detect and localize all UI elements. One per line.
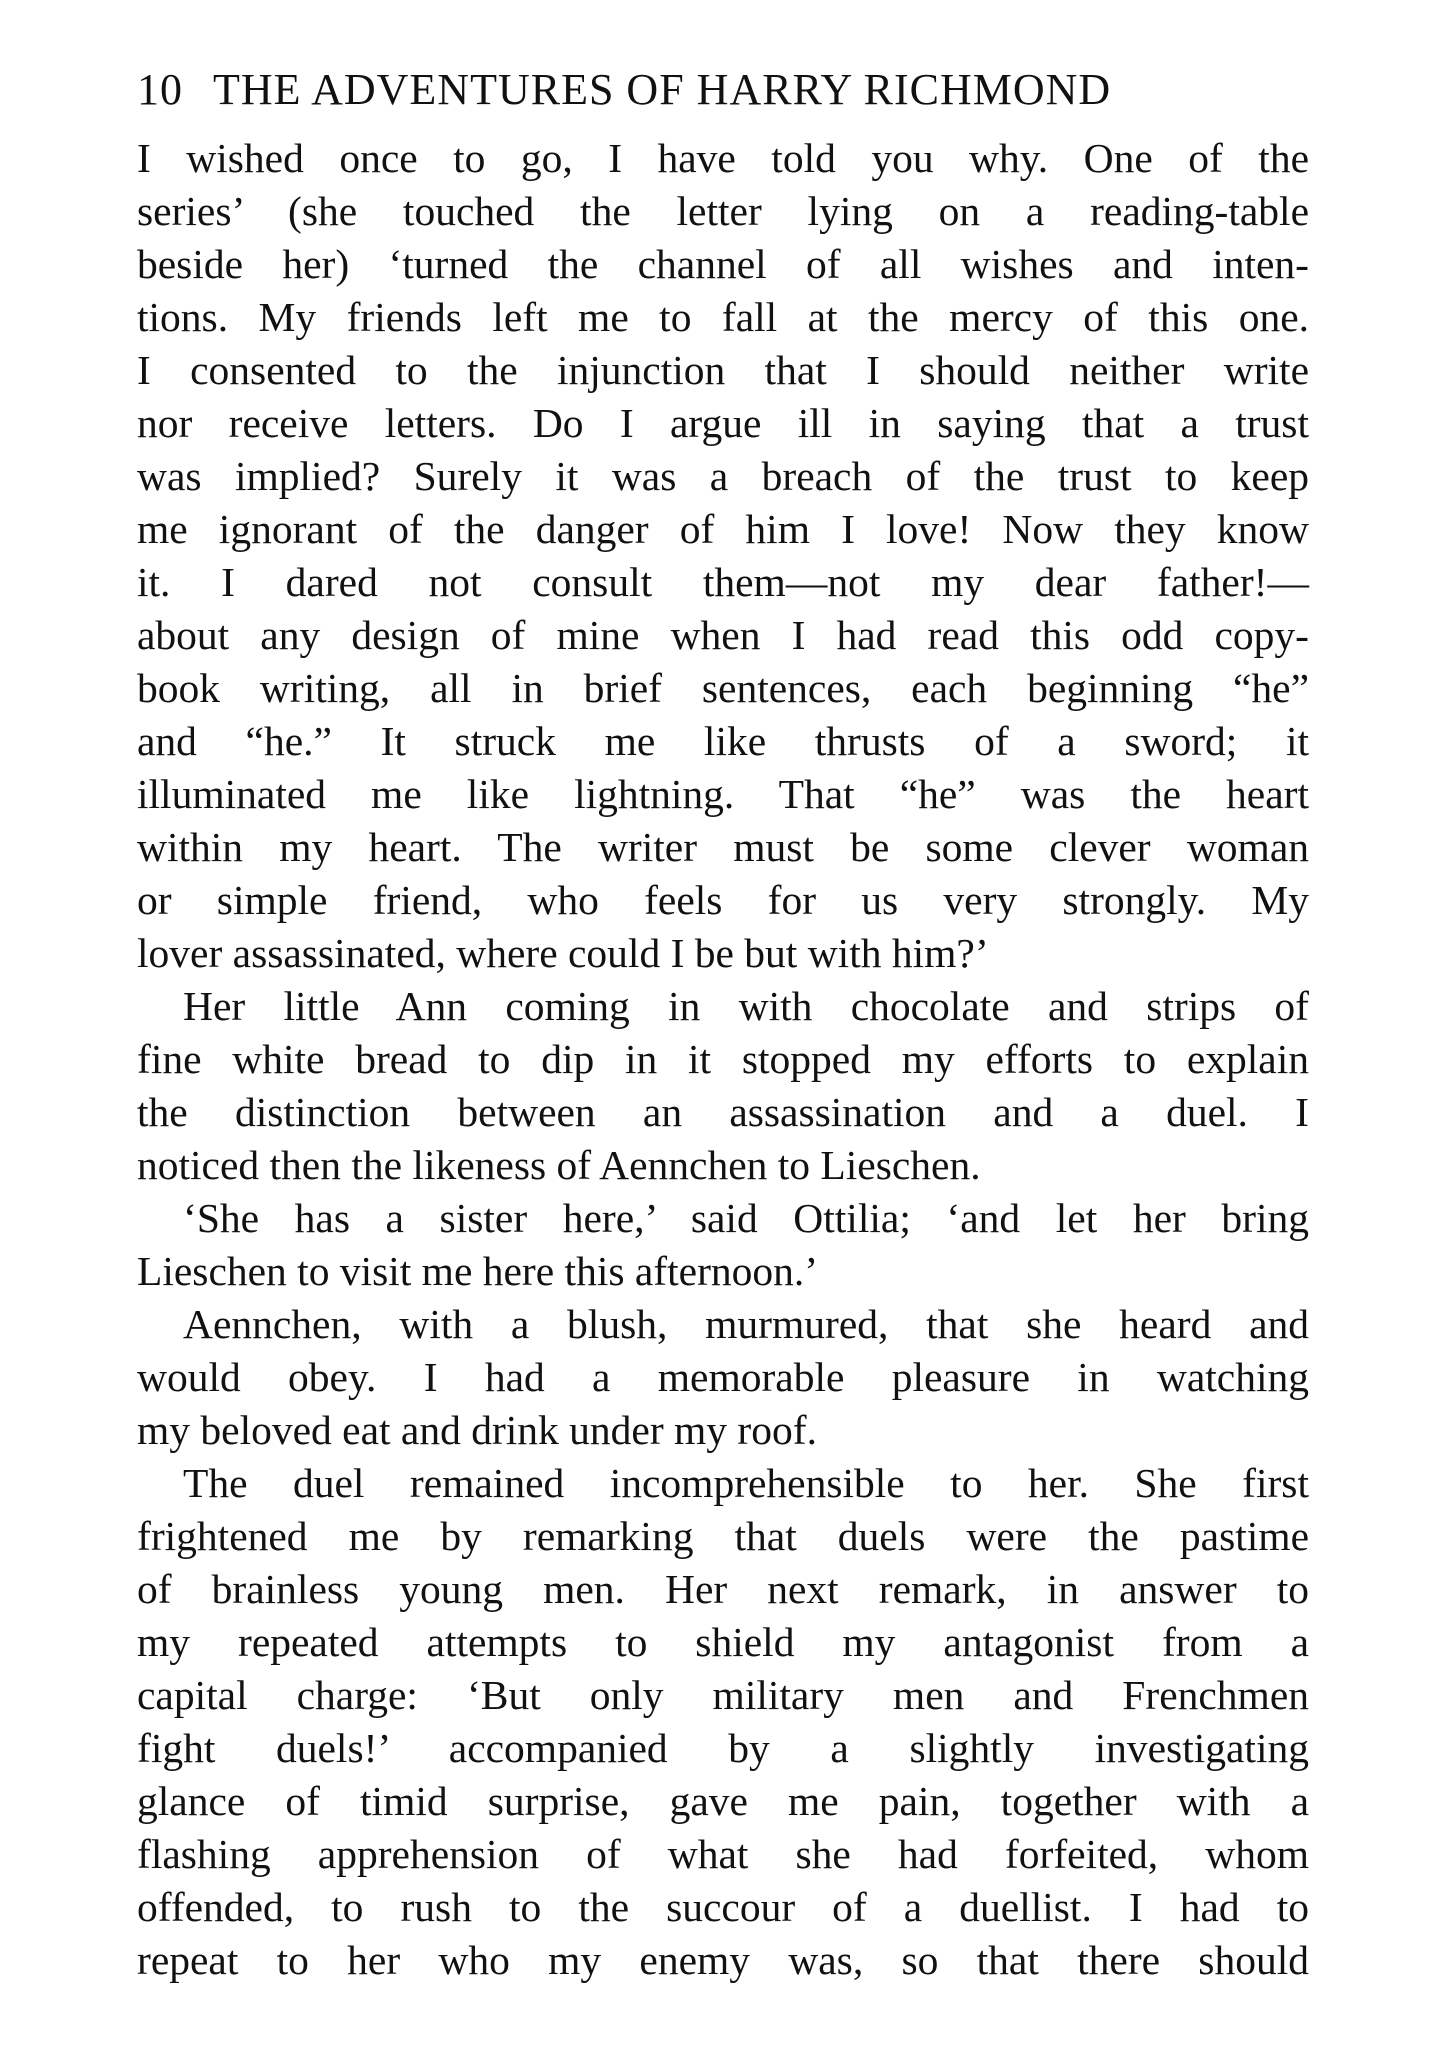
text-line: Aennchen, with a blush, murmured, that she heard and xyxy=(183,1301,1309,1347)
text-line: repeat to her who my enemy was, so that there should xyxy=(137,1937,1309,1983)
text-line: was implied? Surely it was a breach of the trust to keep xyxy=(137,453,1309,499)
text-line: glance of timid surprise, gave me pain, together with a xyxy=(137,1778,1309,1824)
body-text xyxy=(137,132,1309,1987)
text-line: would obey. I had a memorable pleasure in watching xyxy=(137,1354,1309,1400)
text-line: noticed then the likeness of Aennchen to Lieschen. xyxy=(137,1142,981,1188)
running-head xyxy=(137,48,1309,132)
text-line: book writing, all in brief sentences, each beginning “he” xyxy=(137,665,1309,711)
text-line: tions. My friends left me to fall at the mercy of this one. xyxy=(137,294,1309,340)
text-line: beside her) ‘turned the channel of all wishes and inten- xyxy=(137,241,1309,287)
running-title: THE ADVENTURES OF HARRY RICHMOND xyxy=(213,65,1112,114)
text-line: within my heart. The writer must be some clever woman xyxy=(137,824,1309,870)
text-line: Her little Ann coming in with chocolate and strips of xyxy=(183,983,1309,1029)
text-line: the distinction between an assassination and a duel. I xyxy=(137,1089,1309,1135)
text-line: ‘She has a sister here,’ said Ottilia; ‘and let her bring xyxy=(183,1195,1309,1241)
text-line: nor receive letters. Do I argue ill in saying that a trust xyxy=(137,400,1309,446)
paragraph xyxy=(137,1457,1309,1987)
text-line: about any design of mine when I had read this odd copy- xyxy=(137,612,1309,658)
text-line: it. I dared not consult them—not my dear father!— xyxy=(137,559,1309,605)
text-line: fight duels!’ accompanied by a slightly investigating xyxy=(137,1725,1309,1771)
text-line: lover assassinated, where could I be but with him?’ xyxy=(137,930,989,976)
text-line: I consented to the injunction that I should neither write xyxy=(137,347,1309,393)
text-line: of brainless young men. Her next remark, in answer to xyxy=(137,1566,1309,1612)
text-line: and “he.” It struck me like thrusts of a sword; it xyxy=(137,718,1309,764)
text-line: my repeated attempts to shield my antagonist from a xyxy=(137,1619,1309,1665)
text-line: me ignorant of the danger of him I love! Now they know xyxy=(137,506,1309,552)
paragraph xyxy=(137,980,1309,1192)
text-line: frightened me by remarking that duels were the pastime xyxy=(137,1513,1309,1559)
text-line: fine white bread to dip in it stopped my efforts to explain xyxy=(137,1036,1309,1082)
text-line: Lieschen to visit me here this afternoon.’ xyxy=(137,1248,819,1294)
book-page xyxy=(137,48,1309,1987)
text-line: illuminated me like lightning. That “he” was the heart xyxy=(137,771,1309,817)
text-line: or simple friend, who feels for us very strongly. My xyxy=(137,877,1309,923)
text-line: my beloved eat and drink under my roof. xyxy=(137,1407,817,1453)
text-line: The duel remained incomprehensible to her. She first xyxy=(183,1460,1309,1506)
text-line: series’ (she touched the letter lying on a reading-table xyxy=(137,188,1309,234)
text-line: I wished once to go, I have told you why. One of the xyxy=(137,135,1309,181)
page-number: 10 xyxy=(137,65,183,114)
text-line: capital charge: ‘But only military men and Frenchmen xyxy=(137,1672,1309,1718)
paragraph xyxy=(137,132,1309,980)
text-line: flashing apprehension of what she had forfeited, whom xyxy=(137,1831,1309,1877)
paragraph xyxy=(137,1192,1309,1298)
paragraph xyxy=(137,1298,1309,1457)
text-line: offended, to rush to the succour of a duellist. I had to xyxy=(137,1884,1309,1930)
